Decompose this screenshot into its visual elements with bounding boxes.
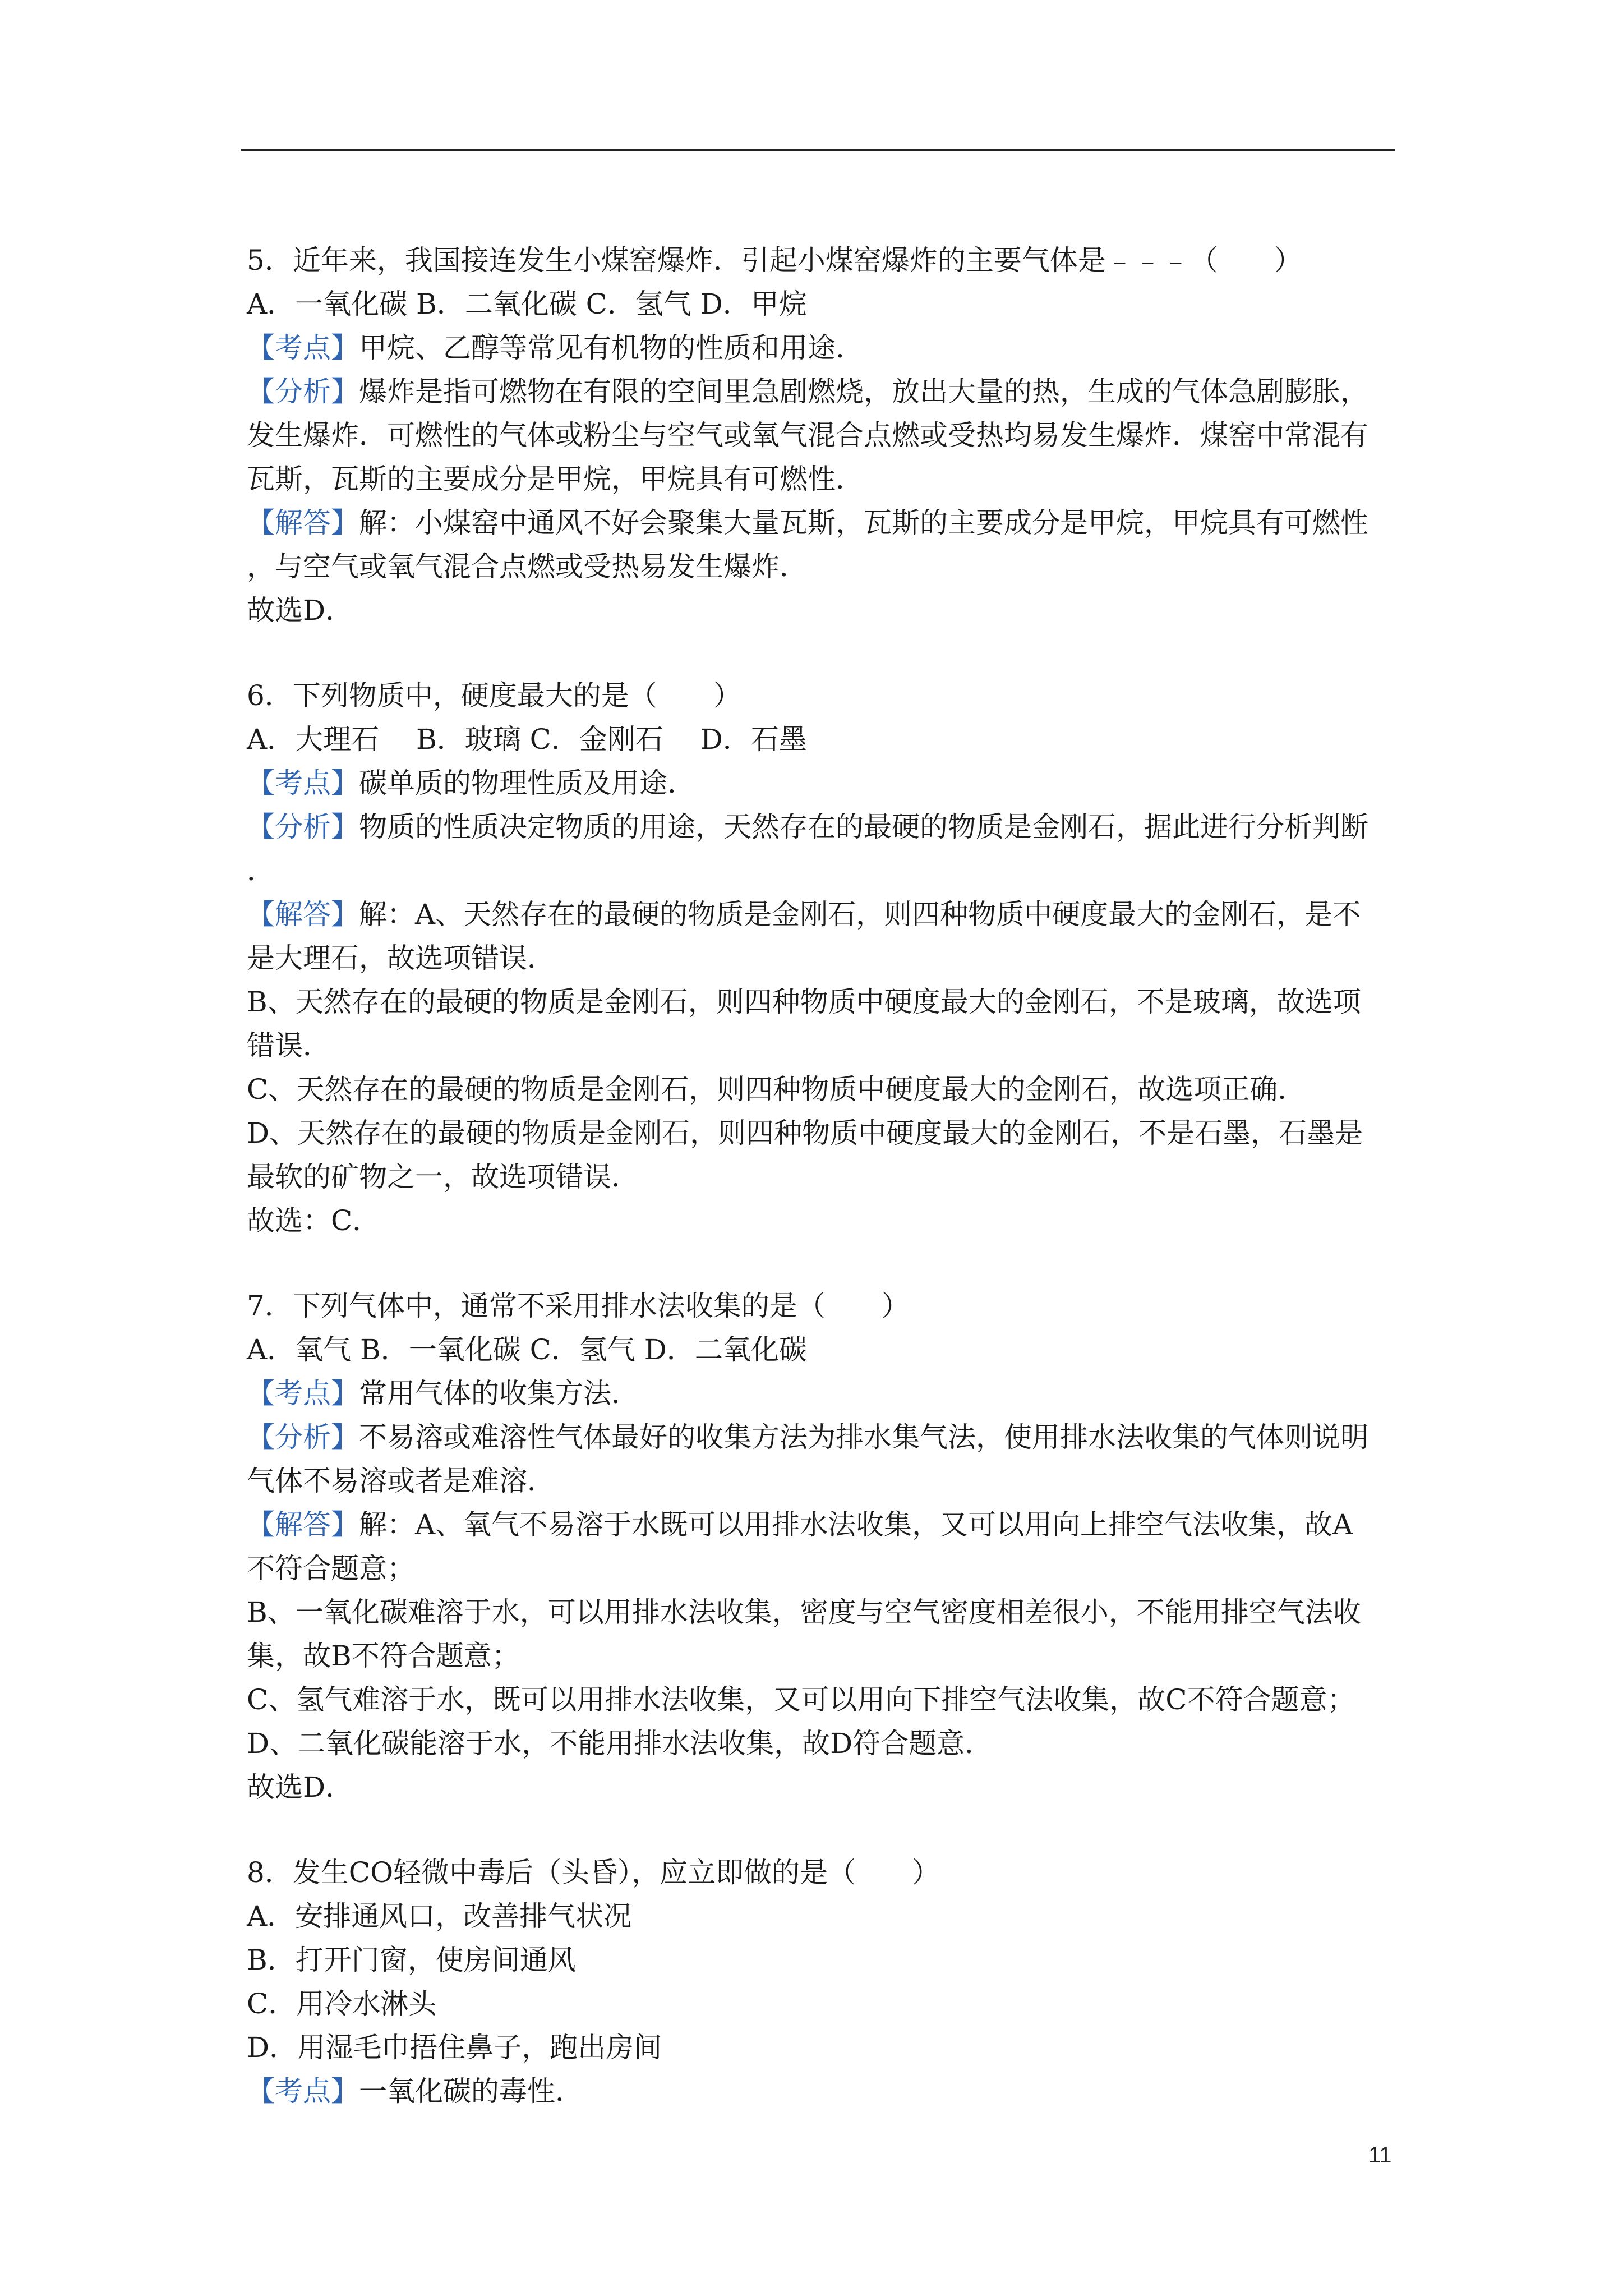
kaodian-text: 一氧化碳的毒性． xyxy=(359,2075,583,2108)
question-7-option-b-analysis-line-2: 集，故B不符合题意； xyxy=(247,1640,520,1672)
question-5-stem: 5．近年来，我国接连发生小煤窑爆炸．引起小煤窑爆炸的主要气体是﹣﹣﹣（ ） xyxy=(247,244,1302,277)
question-8-kaodian xyxy=(247,2069,1402,2113)
spacer xyxy=(247,1809,1402,1851)
kaodian-label: 【考点】 xyxy=(247,1377,359,1410)
question-5-options: A．一氧化碳 B．二氧化碳 C．氢气 D．甲烷 xyxy=(247,288,807,320)
kaodian-label: 【考点】 xyxy=(247,767,359,799)
question-7-fenxi xyxy=(247,1415,1402,1459)
jieda-text: 解：小煤窑中通风不好会聚集大量瓦斯，瓦斯的主要成分是甲烷，甲烷具有可燃性 xyxy=(359,507,1368,539)
fenxi-text: 不易溶或难溶性气体最好的收集方法为排水集气法，使用排水法收集的气体则说明 xyxy=(359,1421,1368,1453)
question-6-fenxi xyxy=(247,805,1402,849)
jieda-label: 【解答】 xyxy=(247,898,359,931)
question-6-jieda-line-2: 是大理石，故选项错误． xyxy=(247,942,555,974)
jieda-label: 【解答】 xyxy=(247,1508,359,1541)
question-5-fenxi-line-2: 发生爆炸．可燃性的气体或粉尘与空气或氧气混合点燃或受热均易发生爆炸．煤窑中常混有 xyxy=(247,419,1368,452)
question-6-options: A．大理石 B．玻璃 C．金刚石 D．石墨 xyxy=(247,723,807,756)
spacer xyxy=(247,632,1402,674)
fenxi-label: 【分析】 xyxy=(247,375,359,408)
question-6-fenxi-line-2: ． xyxy=(247,854,275,887)
question-6-option-b-analysis: B、天然存在的最硬的物质是金刚石，则四种物质中硬度最大的金刚石，不是玻璃，故选项 xyxy=(247,986,1361,1018)
header-rule xyxy=(241,149,1395,151)
question-6-answer: 故选：C． xyxy=(247,1204,381,1237)
question-7-stem: 7．下列气体中，通常不采用排水法收集的是（ ） xyxy=(247,1290,910,1322)
fenxi-text: 爆炸是指可燃物在有限的空间里急剧燃烧，放出大量的热，生成的气体急剧膨胀， xyxy=(359,375,1368,408)
spacer xyxy=(247,1243,1402,1284)
question-6-jieda xyxy=(247,892,1402,936)
kaodian-text: 甲烷、乙醇等常见有机物的性质和用途． xyxy=(359,332,864,364)
question-8-option-d: D．用湿毛巾捂住鼻子，跑出房间 xyxy=(247,2031,662,2064)
question-6-option-d-analysis-line-2: 最软的矿物之一，故选项错误． xyxy=(247,1161,639,1193)
question-6-kaodian xyxy=(247,761,1402,805)
kaodian-label: 【考点】 xyxy=(247,332,359,364)
question-8-option-c: C．用冷水淋头 xyxy=(247,1987,437,2020)
question-5-kaodian xyxy=(247,326,1402,370)
question-7-jieda-line-2: 不符合题意； xyxy=(247,1552,415,1585)
question-6-stem: 6．下列物质中，硬度最大的是（ ） xyxy=(247,679,741,712)
question-7-options: A．氧气 B．一氧化碳 C．氢气 D．二氧化碳 xyxy=(247,1333,807,1366)
jieda-text: 解：A、氧气不易溶于水既可以用排水法收集，又可以用向上排空气法收集，故A xyxy=(359,1508,1353,1541)
jieda-label: 【解答】 xyxy=(247,507,359,539)
question-5-fenxi xyxy=(247,370,1402,413)
page-content xyxy=(247,238,1402,2113)
question-8-option-a: A．安排通风口，改善排气状况 xyxy=(247,1900,632,1932)
question-6-option-d-analysis: D、天然存在的最硬的物质是金刚石，则四种物质中硬度最大的金刚石，不是石墨，石墨是 xyxy=(247,1117,1363,1149)
jieda-text: 解：A、天然存在的最硬的物质是金刚石，则四种物质中硬度最大的金刚石，是不 xyxy=(359,898,1361,931)
question-7-answer: 故选D． xyxy=(247,1771,354,1803)
question-5-jieda-line-2: ，与空气或氧气混合点燃或受热易发生爆炸． xyxy=(247,550,808,583)
page-number: 11 xyxy=(1368,2143,1392,2168)
question-5-answer: 故选D． xyxy=(247,594,354,627)
question-7-kaodian xyxy=(247,1372,1402,1415)
question-5-jieda xyxy=(247,501,1402,545)
question-7-fenxi-line-2: 气体不易溶或者是难溶． xyxy=(247,1465,555,1497)
question-7-option-b-analysis: B、一氧化碳难溶于水，可以用排水法收集，密度与空气密度相差很小，不能用排空气法收 xyxy=(247,1596,1361,1628)
question-8-option-b: B．打开门窗，使房间通风 xyxy=(247,1944,576,1976)
question-7-jieda xyxy=(247,1503,1402,1547)
fenxi-text: 物质的性质决定物质的用途，天然存在的最硬的物质是金刚石，据此进行分析判断 xyxy=(359,811,1368,843)
fenxi-label: 【分析】 xyxy=(247,1421,359,1453)
kaodian-text: 碳单质的物理性质及用途． xyxy=(359,767,695,799)
question-6-option-c-analysis: C、天然存在的最硬的物质是金刚石，则四种物质中硬度最大的金刚石，故选项正确． xyxy=(247,1073,1306,1106)
question-7-option-d-analysis: D、二氧化碳能溶于水，不能用排水法收集，故D符合题意． xyxy=(247,1727,993,1760)
kaodian-text: 常用气体的收集方法． xyxy=(359,1377,639,1410)
question-7-option-c-analysis: C、氢气难溶于水，既可以用排水法收集，又可以用向下排空气法收集，故C不符合题意； xyxy=(247,1683,1355,1716)
question-8-stem: 8．发生CO轻微中毒后（头昏），应立即做的是（ ） xyxy=(247,1856,940,1889)
question-5-fenxi-line-3: 瓦斯，瓦斯的主要成分是甲烷，甲烷具有可燃性． xyxy=(247,463,864,495)
question-6-option-b-analysis-line-2: 错误． xyxy=(247,1029,331,1062)
fenxi-label: 【分析】 xyxy=(247,811,359,843)
kaodian-label: 【考点】 xyxy=(247,2075,359,2108)
